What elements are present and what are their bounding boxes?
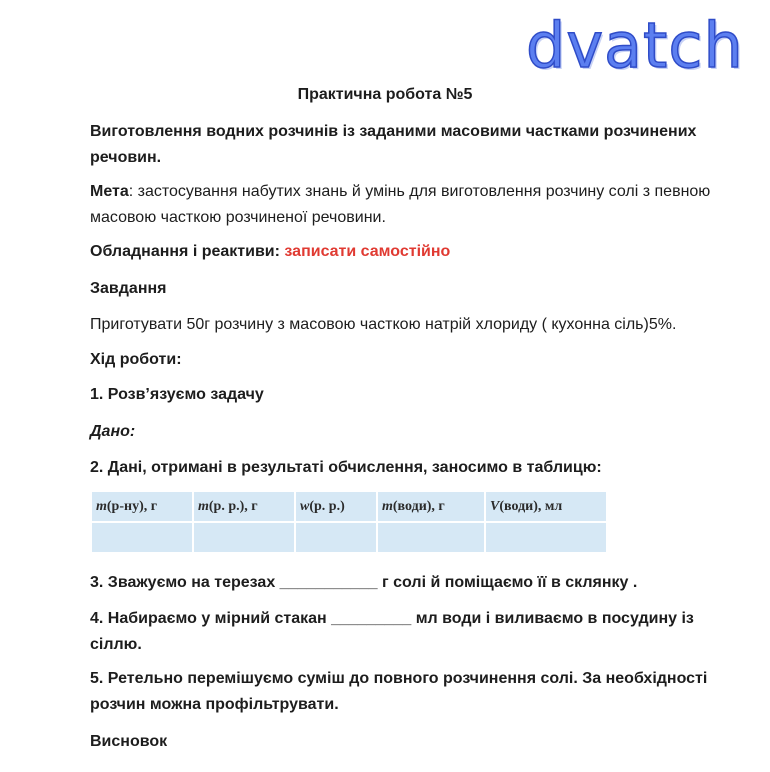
step-2: 2. Дані, отримані в результаті обчислення, заносимо в таблицю:: [90, 459, 602, 476]
goal-label: Мета: [90, 183, 129, 200]
table-cell: [193, 522, 295, 553]
conclusion-heading: Висновок: [90, 733, 168, 750]
table-header-cell: m(р-ну), г: [91, 491, 193, 522]
table-cell: [91, 522, 193, 553]
table-header-cell: V(води), мл: [485, 491, 607, 522]
goal-text: : застосування набутих знань й умінь для виготовлення розчину солі з певною масовою часткою розчиненої речовини.: [90, 183, 711, 226]
table-header-cell: m(р. р.), г: [193, 491, 295, 522]
table-header-row: [91, 491, 607, 522]
step-1: 1. Розв’язуємо задачу: [90, 386, 264, 403]
step-5: 5. Ретельно перемішуємо суміш до повного розчинення солі. За необхідності розчин можна профільтрувати.: [90, 670, 708, 713]
table-cell: [485, 522, 607, 553]
given-label: Дано:: [90, 423, 136, 440]
equipment-value: записати самостійно: [284, 243, 451, 260]
task-heading: Завдання: [90, 280, 167, 297]
step-4-blank: _________: [331, 610, 412, 627]
procedure-heading: Хід роботи:: [90, 351, 182, 368]
table-cell: [295, 522, 377, 553]
topic-heading: Виготовлення водних розчинів із заданими масовими частками розчинених речовин.: [90, 123, 697, 166]
watermark-logo: dvatch: [526, 9, 744, 82]
goal-paragraph: [90, 179, 740, 231]
equipment-line: [90, 239, 740, 265]
step-3-blank: ___________: [279, 574, 378, 591]
table-cell: [377, 522, 485, 553]
step-3: 3. Зважуємо на терезах ___________ г солі й поміщаємо її в склянку .: [90, 574, 638, 591]
table-header-cell: w(р. р.): [295, 491, 377, 522]
step-4: 4. Набираємо у мірний стакан _________ мл води і виливаємо в посудину із сіллю.: [90, 610, 694, 653]
equipment-label: Обладнання і реактиви:: [90, 243, 280, 260]
results-table: [90, 490, 608, 554]
table-row: [91, 522, 607, 553]
task-text: Приготувати 50г розчину з масовою часткою натрій хлориду ( кухонна сіль)5%.: [90, 316, 677, 333]
page-title: Практична робота №5: [297, 86, 473, 103]
table-header-cell: m(води), г: [377, 491, 485, 522]
